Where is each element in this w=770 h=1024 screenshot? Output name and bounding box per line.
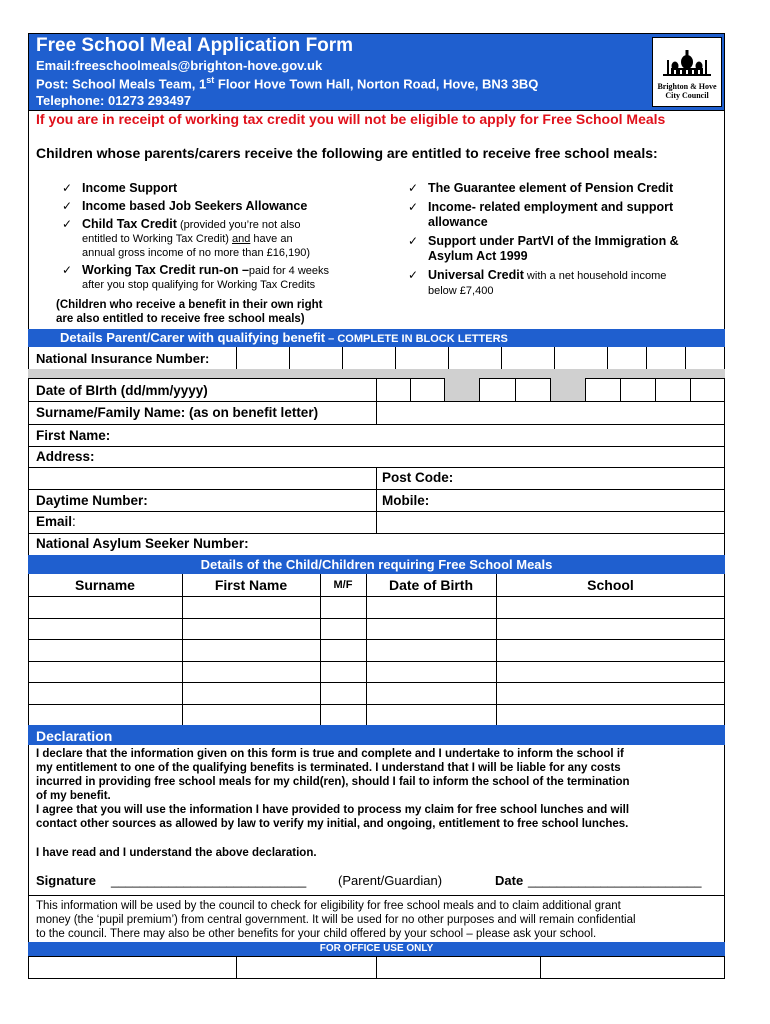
postcode-label: Post Code: bbox=[382, 470, 454, 485]
declaration-read-statement: I have read and I understand the above declaration. bbox=[36, 847, 317, 859]
office-use-heading: FOR OFFICE USE ONLY bbox=[319, 943, 434, 954]
list-item: ✓ The Guarantee element of Pension Credit bbox=[408, 181, 674, 195]
signature-field[interactable]: ___________________________ bbox=[111, 873, 307, 888]
logo-line-1: Brighton & Hove bbox=[657, 82, 717, 91]
check-icon: ✓ bbox=[62, 263, 73, 277]
col-mf-header: M/F bbox=[333, 579, 353, 591]
dob-label: Date of BIrth (dd/mm/yyyy) bbox=[36, 383, 208, 398]
ni-number-boxes[interactable] bbox=[236, 347, 725, 369]
check-icon: ✓ bbox=[62, 199, 73, 213]
logo-line-2: City Council bbox=[665, 91, 709, 100]
col-surname-header: Surname bbox=[75, 577, 135, 593]
list-item: ✓ Income Support bbox=[62, 181, 178, 195]
check-icon: ✓ bbox=[62, 181, 73, 195]
parent-section-heading: Details Parent/Carer with qualifying benefit – COMPLETE IN BLOCK LETTERS bbox=[60, 330, 508, 345]
mobile-label: Mobile: bbox=[382, 493, 430, 508]
email-input[interactable] bbox=[100, 512, 724, 532]
header-telephone: Telephone: 01273 293497 bbox=[36, 93, 192, 108]
address-input[interactable] bbox=[110, 447, 724, 467]
pavilion-icon bbox=[653, 42, 721, 82]
asylum-number-label: National Asylum Seeker Number: bbox=[36, 536, 249, 551]
check-icon: ✓ bbox=[408, 234, 419, 248]
check-icon: ✓ bbox=[408, 268, 419, 282]
parent-guardian-note: (Parent/Guardian) bbox=[338, 873, 443, 888]
left-benefits-list: ✓ Income Support ✓ Income based Job Seekers Allowance ✓ Child Tax Credit (provided you’re not also entitled to Working Tax Credit) and have an annual gross income of no more than £16,190) ✓ Working Tax Credit run-on –paid for 4 weeks after you stop qualifying for Working Tax Credits bbox=[62, 181, 382, 294]
entitlement-intro: Children whose parents/carers receive the following are entitled to receive free school meals: bbox=[36, 145, 658, 161]
table-row bbox=[28, 618, 725, 619]
form-title: Free School Meal Application Form bbox=[36, 35, 354, 56]
table-row bbox=[28, 661, 725, 662]
email-label: Email: bbox=[36, 514, 76, 529]
council-logo bbox=[652, 37, 722, 107]
check-icon: ✓ bbox=[408, 181, 419, 195]
signature-label: Signature bbox=[36, 873, 96, 888]
office-use-cell[interactable] bbox=[541, 957, 724, 978]
dob-boxes[interactable] bbox=[376, 378, 725, 401]
date-label: Date bbox=[495, 873, 524, 888]
table-row bbox=[28, 639, 725, 640]
declaration-heading-bar bbox=[28, 725, 725, 745]
table-row bbox=[28, 704, 725, 705]
list-item: ✓ Income- related employment and support bbox=[408, 200, 674, 214]
child-section-heading: Details of the Child/Children requiring Free School Meals bbox=[200, 557, 553, 572]
table-row bbox=[28, 682, 725, 683]
own-right-note: (Children who receive a benefit in their own right are also entitled to receive free school meals) bbox=[56, 299, 323, 325]
tax-credit-warning: If you are in receipt of working tax credit you will not be eligible to apply for Free School Meals bbox=[36, 111, 666, 127]
declaration-paragraph-2: I agree that you will use the information I have provided to process my claim for free school lunches and will contact other sources as allowed by law to verify my initial, and ongoing, entitlement to free school lunches. bbox=[36, 804, 630, 830]
list-item: ✓ Income based Job Seekers Allowance bbox=[62, 199, 308, 213]
daytime-number-label: Daytime Number: bbox=[36, 493, 148, 508]
asylum-number-input[interactable] bbox=[290, 534, 724, 554]
office-use-cell[interactable] bbox=[377, 957, 539, 978]
check-icon: ✓ bbox=[62, 217, 73, 231]
surname-label: Surname/Family Name: (as on benefit letter) bbox=[36, 405, 319, 420]
list-item: ✓ Working Tax Credit run-on –paid for 4 weeks bbox=[62, 263, 330, 277]
col-dob-header: Date of Birth bbox=[389, 577, 473, 593]
children-table bbox=[28, 574, 725, 725]
declaration-paragraph-1: I declare that the information given on this form is true and complete and I undertake to inform the school if my entitlement to one of the qualifying benefits is terminated. I understand that I will be liable for any costs incurred in providing free school meals for my child(ren), should I fail to inform the school of the termination of my benefit. bbox=[36, 748, 630, 802]
ni-number-label: National Insurance Number: bbox=[36, 351, 210, 366]
address-line-2-input[interactable] bbox=[29, 468, 375, 488]
declaration-heading: Declaration bbox=[36, 728, 113, 744]
col-firstname-header: First Name bbox=[214, 577, 288, 593]
address-label: Address: bbox=[36, 449, 95, 464]
list-item: ✓ Universal Credit with a net household income bbox=[408, 268, 667, 282]
list-item: ✓ Support under PartVI of the Immigration & bbox=[408, 234, 679, 248]
data-usage-notice: This information will be used by the council to check for eligibility for free school meals and to claim additional grant money (the ‘pupil premium’) from central government. It will be used for no other purposes and will remain confidential to the council. There may also be other benefits for your child offered by your school – please ask your school. bbox=[36, 900, 636, 940]
office-use-cell[interactable] bbox=[29, 957, 235, 978]
col-school-header: School bbox=[587, 577, 634, 593]
surname-input[interactable] bbox=[377, 402, 724, 423]
office-use-cell[interactable] bbox=[237, 957, 375, 978]
date-field[interactable]: ________________________ bbox=[528, 873, 702, 888]
first-name-input[interactable] bbox=[140, 425, 724, 446]
grey-separator bbox=[28, 369, 725, 378]
list-item: ✓ Child Tax Credit (provided you’re not also bbox=[62, 217, 301, 231]
first-name-label: First Name: bbox=[36, 428, 111, 443]
header-post: Post: School Meals Team, 1st Floor Hove Town Hall, Norton Road, Hove, BN3 3BQ bbox=[36, 75, 539, 92]
header-email: Email:freeschoolmeals@brighton-hove.gov.uk bbox=[36, 58, 323, 73]
check-icon: ✓ bbox=[408, 200, 419, 214]
right-benefits-list: ✓ The Guarantee element of Pension Credit ✓ Income- related employment and support allowance ✓ Support under PartVI of the Immigration & Asylum Act 1999 ✓ Universal Credit with a net household income below £7,400 bbox=[408, 181, 723, 299]
